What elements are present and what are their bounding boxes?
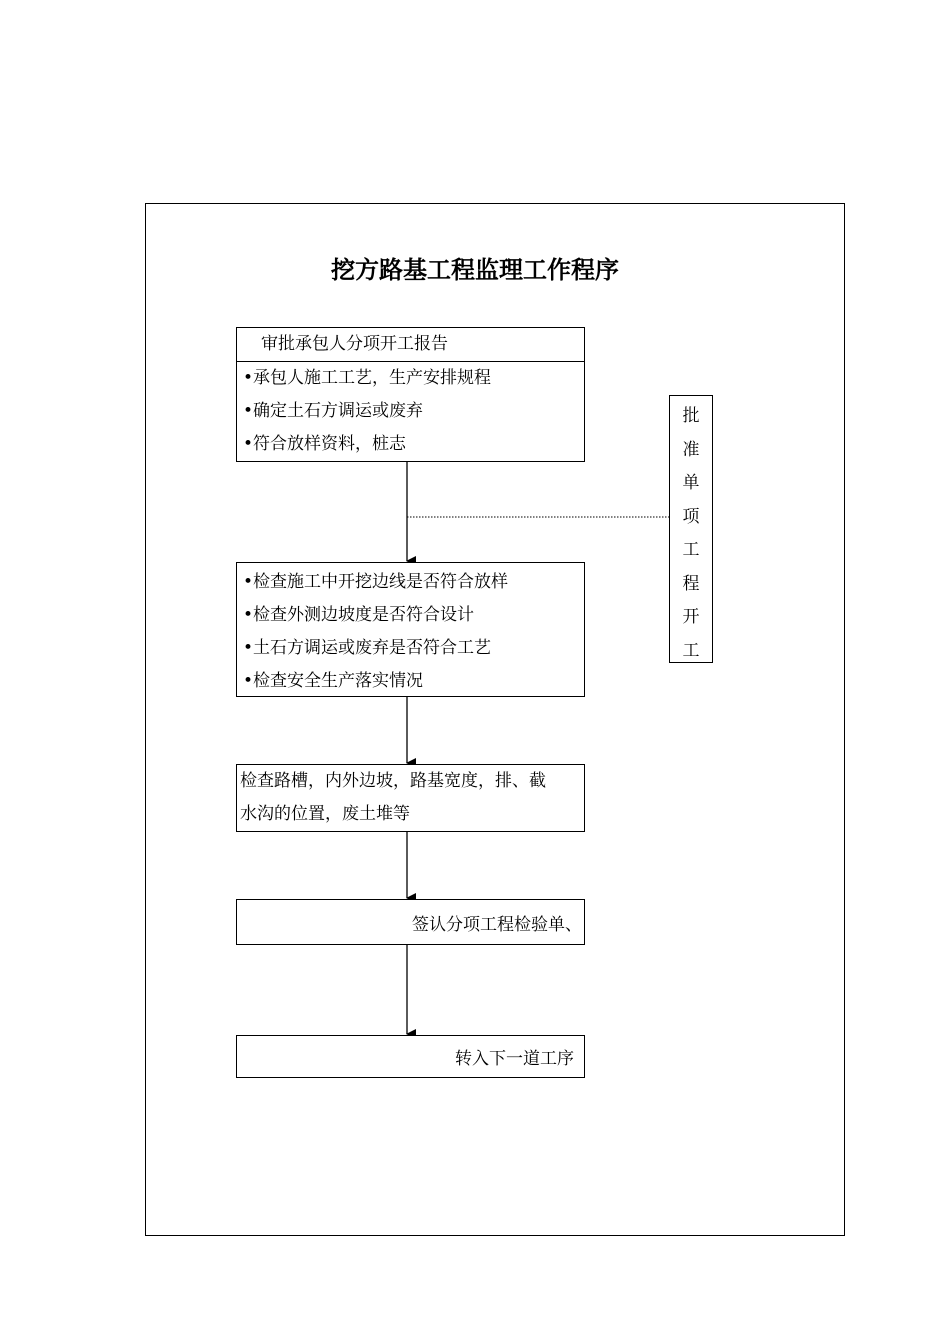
box5-text: 转入下一道工序	[455, 1049, 574, 1069]
box2-item: •检查施工中开挖边线是否符合放样	[243, 572, 509, 592]
approve-start-report-box	[236, 327, 585, 462]
bullet-mark: •	[243, 638, 254, 658]
bullet-mark: •	[243, 605, 254, 625]
bullet-mark: •	[243, 671, 254, 691]
box1-item: •符合放样资料，桩志	[243, 434, 407, 454]
side-char: 开	[682, 607, 700, 627]
construction-check-box	[236, 562, 585, 697]
box2-item: •土石方调运或废弃是否符合工艺	[243, 638, 492, 658]
bullet-mark: •	[243, 401, 254, 421]
box2-item: •检查安全生产落实情况	[243, 671, 424, 691]
subgrade-inspection-box	[236, 764, 585, 832]
box1-item: •确定土石方调运或废弃	[243, 401, 424, 421]
page-title: 挖方路基工程监理工作程序	[331, 256, 619, 284]
next-process-box	[236, 1035, 585, 1078]
box2-item: •检查外测边坡度是否符合设计	[243, 605, 475, 625]
box3-line: 检查路槽，内外边坡，路基宽度，排、截	[240, 771, 546, 791]
side-char: 工	[682, 640, 700, 661]
approve-start-side-box	[669, 395, 713, 663]
bullet-mark: •	[243, 434, 254, 454]
side-char: 批	[682, 406, 700, 426]
box4-text: 签认分项工程检验单、	[412, 914, 582, 935]
box1-heading: 审批承包人分项开工报告	[237, 328, 584, 362]
box3-line: 水沟的位置，废土堆等	[240, 804, 410, 824]
side-char: 准	[682, 439, 700, 460]
side-char: 项	[682, 506, 700, 527]
sign-inspection-box	[236, 899, 585, 945]
box1-item: •承包人施工工艺，生产安排规程	[243, 368, 492, 388]
side-char: 程	[682, 573, 700, 594]
bullet-mark: •	[243, 572, 254, 592]
side-char: 工	[682, 540, 700, 560]
bullet-mark: •	[243, 368, 254, 388]
side-char: 单	[682, 473, 700, 493]
